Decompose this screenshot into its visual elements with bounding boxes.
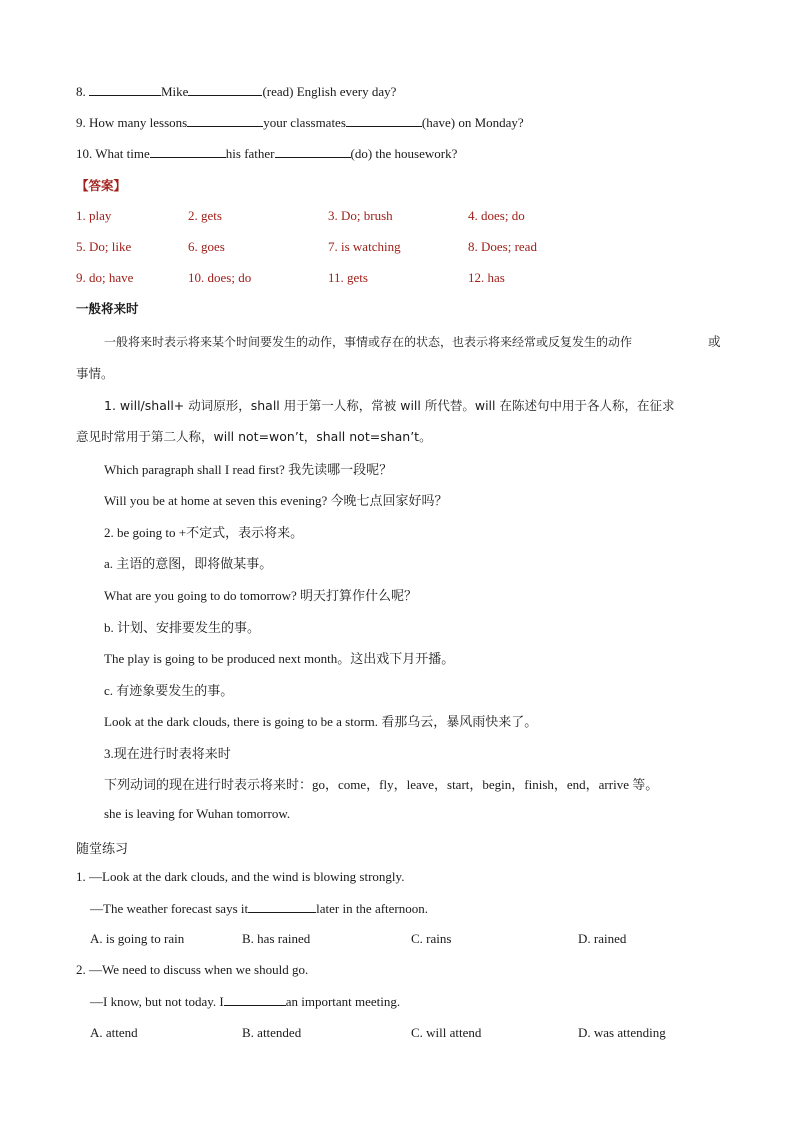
- example-sentence: What are you going to do tomorrow? 明天打算作什么呢？: [104, 588, 418, 603]
- answer-item: 6. goes: [188, 239, 225, 254]
- practice-question: [90, 900, 428, 917]
- choice-option[interactable]: B. attended: [242, 1025, 302, 1040]
- question-number: 8.: [76, 84, 86, 99]
- answer-item: 2. gets: [188, 208, 222, 223]
- practice-question: [90, 993, 400, 1010]
- answer-blank[interactable]: [224, 993, 286, 1006]
- rule-text: 2. be going to +不定式，表示将来。: [104, 525, 304, 540]
- answer-blank[interactable]: [346, 114, 422, 127]
- question-8: [76, 83, 396, 100]
- answer-item: 9. do; have: [76, 270, 134, 285]
- answer-item: 8. Does; read: [468, 239, 537, 254]
- intro-text: 或: [708, 334, 721, 349]
- question-text: your classmates: [263, 115, 346, 130]
- answer-blank[interactable]: [150, 145, 226, 158]
- answer-item: 7. is watching: [328, 239, 401, 254]
- rule-text: 下列动词的现在进行时表示将来时：go，come，fly，leave，start，begin，finish，end，arrive 等。: [104, 777, 659, 792]
- example-sentence: Will you be at home at seven this evening? 今晚七点回家好吗？: [104, 493, 448, 508]
- example-sentence: Look at the dark clouds, there is going to be a storm. 看那乌云，暴风雨快来了。: [104, 714, 538, 729]
- answer-blank[interactable]: [187, 114, 263, 127]
- choice-option[interactable]: D. rained: [578, 931, 627, 946]
- answer-item: 1. play: [76, 208, 112, 223]
- question-text: an important meeting.: [285, 994, 401, 1009]
- answer-blank[interactable]: [248, 900, 316, 913]
- question-text: Mike: [161, 84, 189, 99]
- rule-text: 1. will/shall+ 动词原形，shall 用于第一人称，常被 will 所代替。will 在陈述句中用于各人称，在征求: [104, 398, 675, 413]
- intro-text: 事情。: [76, 366, 114, 381]
- answer-blank[interactable]: [275, 145, 351, 158]
- intro-text: 一般将来时表示将来某个时间要发生的动作，事情或存在的状态，也表示将来经常或反复发生的动作: [104, 335, 633, 349]
- question-text: later in the afternoon.: [316, 901, 429, 916]
- choice-option[interactable]: A. is going to rain: [90, 931, 185, 946]
- question-text: —The weather forecast says it: [90, 901, 249, 916]
- answer-heading: 【答案】: [76, 178, 127, 193]
- question-text: 9. How many lessons: [76, 115, 188, 130]
- answer-item: 3. Do; brush: [328, 208, 393, 223]
- question-10: [76, 145, 457, 162]
- question-text: his father: [225, 146, 275, 161]
- rule-text: 3.现在进行时表将来时: [104, 746, 231, 761]
- answer-blank[interactable]: [89, 83, 161, 96]
- answer-item: 11. gets: [328, 270, 368, 285]
- question-text: (do) the housework?: [350, 146, 458, 161]
- choice-option[interactable]: C. will attend: [411, 1025, 482, 1040]
- example-sentence: The play is going to be produced next month。这出戏下月开播。: [104, 651, 455, 666]
- practice-title: 随堂练习: [76, 841, 129, 856]
- answer-item: 10. does; do: [188, 270, 252, 285]
- question-text: 10. What time: [76, 146, 150, 161]
- rule-text: c. 有迹象要发生的事。: [104, 683, 234, 698]
- choice-option[interactable]: D. was attending: [578, 1025, 666, 1040]
- question-text: (have) on Monday?: [421, 115, 524, 130]
- answer-item: 4. does; do: [468, 208, 525, 223]
- answer-item: 5. Do; like: [76, 239, 132, 254]
- question-text: —I know, but not today. I: [90, 994, 224, 1009]
- rule-text: b. 计划、安排要发生的事。: [104, 620, 261, 635]
- choice-option[interactable]: A. attend: [90, 1025, 138, 1040]
- section-title: 一般将来时: [76, 301, 139, 316]
- question-9: [76, 114, 524, 131]
- rule-text: 意见时常用于第二人称，will not=won’t，shall not=shan’t。: [76, 429, 432, 444]
- choice-option[interactable]: B. has rained: [242, 931, 311, 946]
- answer-blank[interactable]: [188, 83, 262, 96]
- answer-item: 12. has: [468, 270, 505, 285]
- practice-question: 1. —Look at the dark clouds, and the wind is blowing strongly.: [76, 869, 405, 884]
- example-sentence: Which paragraph shall I read first? 我先读哪一段呢？: [104, 462, 393, 477]
- rule-text: a. 主语的意图，即将做某事。: [104, 556, 273, 571]
- choice-option[interactable]: C. rains: [411, 931, 452, 946]
- practice-question: 2. —We need to discuss when we should go.: [76, 962, 309, 977]
- example-sentence: she is leaving for Wuhan tomorrow.: [104, 806, 291, 821]
- question-text: (read) English every day?: [262, 84, 397, 99]
